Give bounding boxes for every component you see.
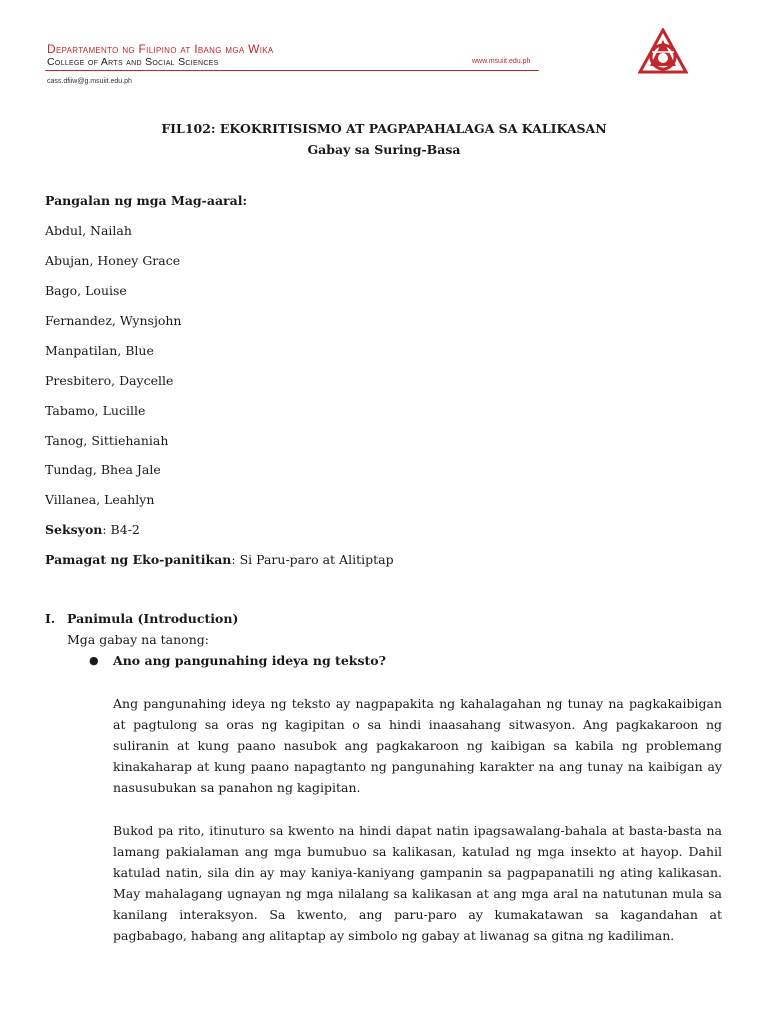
section-line [45,522,140,537]
section-label: Seksyon [45,522,103,537]
student-name: Presbitero, Daycelle [45,373,174,388]
email-address[interactable]: cass.dfiiw@g.msuiit.edu.ph [47,78,132,85]
literature-label: Pamagat ng Eko-panitikan [45,552,232,567]
part-number: I. [45,611,56,626]
page-subtitle: Gabay sa Suring-Basa [307,142,461,157]
student-name: Abdul, Nailah [45,223,132,238]
section-value: : B4-2 [102,522,140,537]
student-name: Tabamo, Lucille [45,403,146,418]
guide-label: Mga gabay na tanong: [67,632,209,647]
student-name: Manpatilan, Blue [45,343,154,358]
student-name: Villanea, Leahlyn [45,492,155,507]
answer-paragraph: Bukod pa rito, itinuturo sa kwento na hindi dapat natin ipagsawalang-bahala at basta-basta na lamang pakialaman ang mga bumubuo sa kalikasan, katulad ng mga insekto at hayop. Dahil katulad natin, sila din ay may kaniya-kaniyang gampanin sa pagpapanatili ng ating kalikasan. May mahalagang ugnayan ng mga nilalang sa kalikasan at ang mga aral na natutunan mula sa kanilang interaksyon. Sa kwento, ang paru-paro ay kumakatawan sa kagandahan at pagbabago, habang ang alitaptap ay simbolo ng gabay at liwanag sa gitna ng kadiliman. [113,823,722,944]
bullet-icon: ● [89,654,99,667]
guide-question: Ano ang pangunahing ideya ng teksto? [113,653,386,668]
logo-mark [640,30,686,72]
college-name: College of Arts and Social Sciences [47,56,219,68]
student-name: Bago, Louise [45,283,127,298]
course-title: FIL102: EKOKRITISISMO AT PAGPAPAHALAGA SA KALIKASAN [161,121,607,136]
students-label: Pangalan ng mga Mag-aaral: [45,193,248,208]
student-name: Fernandez, Wynsjohn [45,313,182,328]
header-divider [45,70,539,71]
part-heading: Panimula (Introduction) [67,611,239,626]
literature-value: : Si Paru-paro at Alitiptap [231,552,394,567]
department-name: Departamento ng Filipino at Ibang mga Wika [47,42,274,56]
student-name: Tanog, Sittiehaniah [45,433,169,448]
literature-line [45,552,394,567]
student-name: Abujan, Honey Grace [45,253,181,268]
answer-paragraph: Ang pangunahing ideya ng teksto ay nagpapakita ng kahalagahan ng tunay na pagkakaibigan at pagtulong sa oras ng kagipitan o sa hindi inaasahang sitwasyon. Ang pagkakaroon ng suliranin at kung paano nasubok ang pagkakaroon ng kaibigan sa kabila ng problemang kinakaharap at kung paano napagtanto ng pangunahing karakter na ang tunay na kaibigan ay nasusubukan sa panahon ng kagipitan. [113,696,722,796]
student-name: Tundag, Bhea Jale [45,462,161,477]
university-logo-icon [638,28,688,74]
website-link[interactable]: www.msuiit.edu.ph [472,58,531,65]
